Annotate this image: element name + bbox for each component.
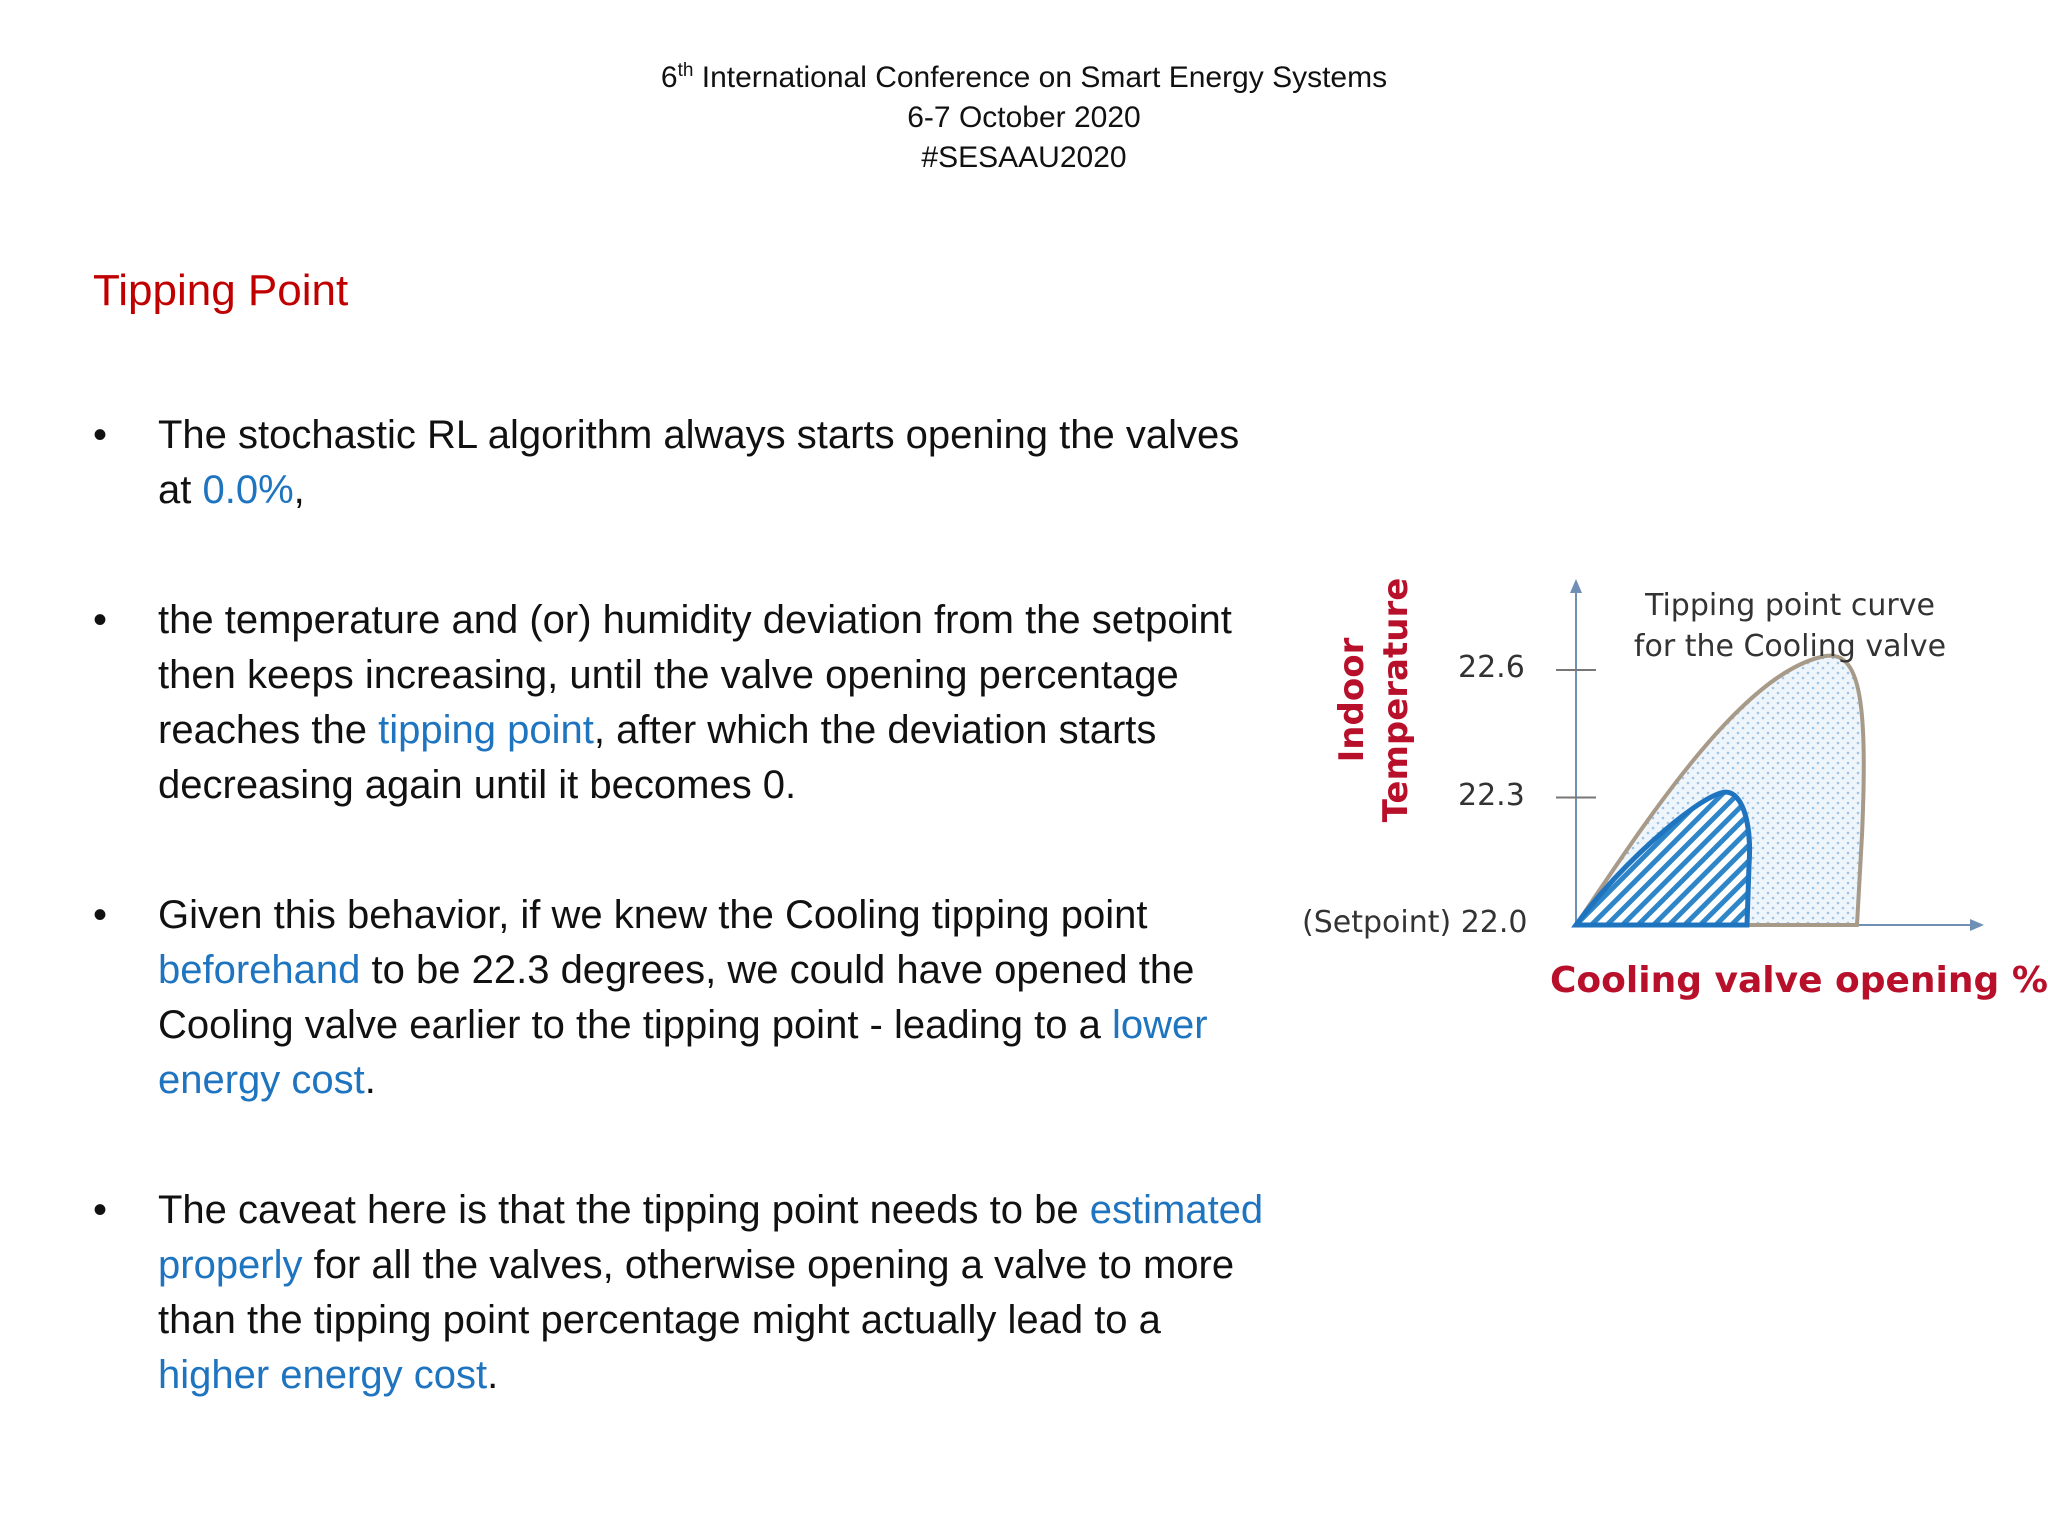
bullet-text	[158, 888, 1278, 1108]
bullet-highlight: estimated properly	[158, 1188, 1264, 1287]
bullet-text-segment: The caveat here is that the tipping point needs to be	[158, 1188, 1090, 1232]
conference-number: 6	[660, 61, 678, 94]
conference-hashtag: #SESAAU2020	[921, 141, 1127, 174]
bullet-highlight: tipping point	[378, 708, 594, 752]
y-tick-label-22-6: 22.6	[1458, 650, 1525, 685]
bullet-text	[158, 593, 1278, 813]
chart-y-axis-label	[1330, 570, 1440, 830]
chart-annotation-line: Tipping point curve	[1645, 588, 1935, 623]
bullet-text-segment: Given this behavior, if we knew the Cooling tipping point	[158, 893, 1148, 937]
y-tick-label-22-3: 22.3	[1458, 777, 1525, 813]
bullet-text-segment: , after which the deviation starts decreasing again until it becomes 0.	[158, 708, 1157, 807]
bullet-marker: •	[93, 1188, 108, 1232]
bullet-text-segment: for all the valves, otherwise opening a valve to more than the tipping point percentage might actually lead to a	[158, 1243, 1235, 1342]
y-axis-arrow-icon	[1570, 579, 1582, 593]
bullet-text-segment: the temperature and (or) humidity deviation from the setpoint then keeps increasing, until the valve opening percentage reaches the	[158, 598, 1232, 752]
conference-header	[0, 58, 2048, 178]
bullet-text-segment: to be 22.3 degrees, we could have opened the Cooling valve earlier to the tipping point - leading to a	[158, 948, 1195, 1047]
conference-dates: 6-7 October 2020	[907, 101, 1141, 134]
chart-annotation-line: for the Cooling valve	[1633, 629, 1947, 664]
bullet-marker: •	[93, 413, 108, 457]
chart-x-axis-label: Cooling valve opening %	[1550, 960, 2048, 1001]
bullet-text	[158, 408, 1278, 518]
y-tick-label-setpoint: (Setpoint) 22.0	[1302, 905, 1528, 940]
bullet-text-segment: The stochastic RL algorithm always starts opening the valves at	[158, 413, 1240, 512]
bullet-text-segment: ,	[293, 468, 305, 512]
bullet-text-segment: .	[364, 1058, 376, 1102]
bullet-marker: •	[93, 893, 108, 937]
bullet-highlight: beforehand	[158, 948, 361, 992]
bullet-highlight: higher energy cost	[158, 1353, 488, 1397]
bullet-text-segment: .	[487, 1353, 499, 1397]
conference-name-line	[0, 58, 2048, 98]
bullet-marker: •	[93, 598, 108, 642]
bullet-text	[158, 1183, 1278, 1403]
y-axis-label-line: Temperature	[1376, 577, 1416, 823]
slide-title: Tipping Point	[93, 266, 349, 315]
bullet-highlight: 0.0%	[202, 468, 294, 512]
x-axis-arrow-icon	[1970, 919, 1984, 931]
tipping-point-chart	[1300, 575, 2048, 1035]
conference-ordinal-suffix: th	[677, 60, 694, 81]
y-axis-label-line: Indoor	[1332, 637, 1372, 763]
chart-annotation	[1600, 585, 1980, 667]
conference-name: International Conference on Smart Energy Systems	[693, 61, 1388, 94]
bullet-highlight: lower energy cost	[158, 1003, 1208, 1102]
